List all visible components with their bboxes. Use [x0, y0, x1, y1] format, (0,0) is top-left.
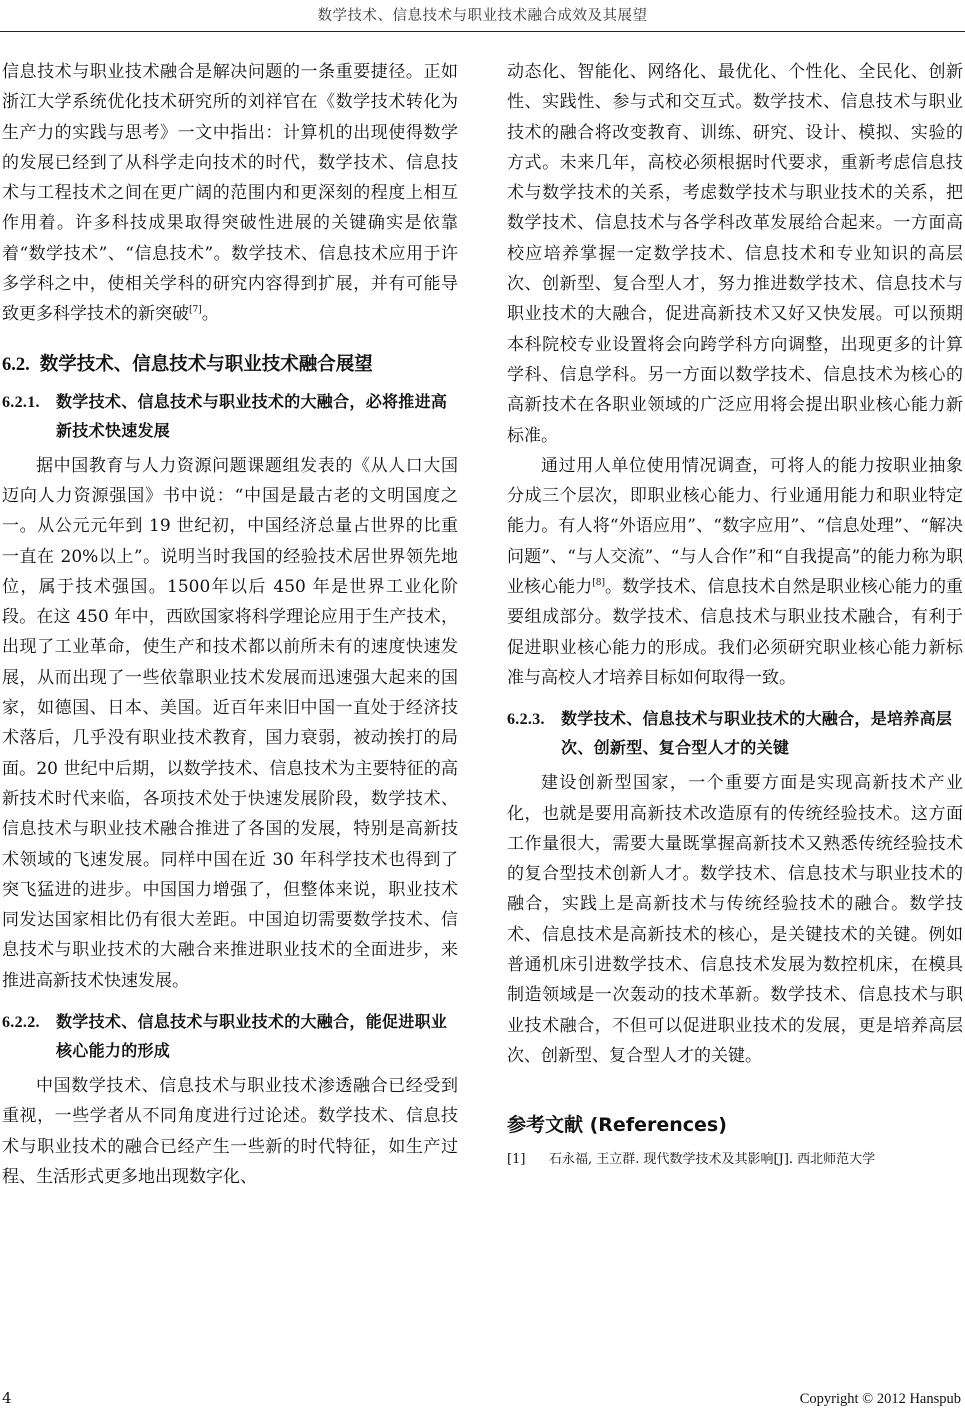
subsection-title: 数学技术、信息技术与职业技术的大融合，是培养高层次、创新型、复合型人才的关键 [561, 709, 953, 758]
subsection-heading [2, 388, 458, 445]
subsection-title: 数学技术、信息技术与职业技术的大融合，必将推进高新技术快速发展 [56, 391, 448, 440]
running-head: 数学技术、信息技术与职业技术融合成效及其展望 [317, 8, 648, 24]
section-heading [2, 352, 458, 378]
copyright-notice: Copyright © 2012 Hanspub [799, 1391, 961, 1407]
section-title: 数学技术、信息技术与职业技术融合展望 [39, 353, 373, 375]
paragraph [507, 451, 963, 693]
reference-number: [1] [507, 1152, 526, 1168]
paragraph [2, 57, 458, 330]
paragraph: 动态化、智能化、网络化、最优化、个性化、全民化、创新性、实践性、参与式和交互式。数学技术、信息技术与职业技术的融合将改变教育、训练、研究、设计、模拟、实验的方式。未来几年，高校必须根据时代要求，重新考虑信息技术与数学技术的关系，考虑数学技术与职业技术的关系，把数学技术、信息技术与各学科改革发展给合起来。一方面高校应培养掌握一定数学技术、信息技术和专业知识的高层次、创新型、复合型人才，努力推进数学技术、信息技术与职业技术的大融合，促进高新技术又好又快发展。可以预期本科院校专业设置将会向跨学科方向调整，出现更多的计算学科、信息学科。另一方面以数学技术、信息技术为核心的高新技术在各职业领域的广泛应用将会提出职业核心能力新标准。 [507, 62, 963, 446]
paragraph: 建设创新型国家，一个重要方面是实现高新技术产业化，也就是要用高新技术改造原有的传统经验技术。这方面工作量很大，需要大量既掌握高新技术又熟悉传统经验技术的复合型技术创新人才。数学技术、信息技术与职业技术的融合，实践上是高新技术与传统经验技术的融合。数学技术、信息技术是高新技术的核心，是关键技术的关键。例如普通机床引进数学技术、信息技术发展为数控机床，在模具制造领域是一次轰动的技术革新。数学技术、信息技术与职业技术融合，不但可以促进职业技术的发展，更是培养高层次、创新型、复合型人才的关键。 [507, 773, 963, 1066]
citation[interactable]: [7] [189, 305, 202, 316]
paragraph: 中国数学技术、信息技术与职业技术渗透融合已经受到重视，一些学者从不同角度进行过论述。数学技术、信息技术与职业技术的融合已经产生一些新的时代特征，如生产过程、生活形式更多地出现数字化、 [2, 1076, 458, 1187]
references-heading: 参考文献 (References) [507, 1114, 727, 1137]
right-column [507, 57, 963, 1171]
paragraph-text: 通过用人单位使用情况调查，可将人的能力按职业抽象分成三个层次，即职业核心能力、行业通用能力和职业特定能力。有人将“外语应用”、“数字应用”、“信息处理”、“解决问题”、“与人交流”、“与人合作”和“自我提高”的能力称为职业核心能力 [507, 455, 963, 598]
subsection-heading [2, 1008, 458, 1065]
subsection-number: 6.2.2. [2, 1014, 40, 1032]
paragraph-text: 。 [201, 304, 219, 325]
subsection-number: 6.2.1. [2, 393, 40, 411]
reference-item [507, 1149, 963, 1171]
header-rule [0, 31, 965, 32]
paragraph: 据中国教育与人力资源问题课题组发表的《从人口大国迈向人力资源强国》书中说：“中国是最古老的文明国度之一。从公元元年到 19 世纪初，中国经济总量占世界的比重一直在 20%以上”。说明当时我国的经验技术居世界领先地位，属于技术强国。1500年以后 450 年是世界工业化阶段。在这 450 年中，西欧国家将科学理论应用于生产技术，出现了工业革命，使生产和技术都以前所未有的速度快速发展，从而出现了一些依靠职业技术发展而迅速强大起来的国家，如德国、日本、美国。近百年来旧中国一直处于经济技术落后，几乎没有职业技术教育，国力衰弱，被动挨打的局面。20 世纪中后期，以数学技术、信息技术为主要特征的高新技术时代来临，各项技术处于快速发展阶段，数学技术、信息技术与职业技术融合推进了各国的发展，特别是高新技术领域的飞速发展。同样中国在近 30 年科学技术也得到了突飞猛进的进步。中国国力增强了，但整体来说，职业技术同发达国家相比仍有很大差距。中国迫切需要数学技术、信息技术与职业技术的大融合来推进职业技术的全面进步，来推进高新技术快速发展。 [2, 455, 458, 991]
left-column [2, 57, 458, 1192]
citation[interactable]: [8] [592, 578, 605, 589]
subsection-heading [507, 705, 963, 762]
paragraph-text: 信息技术与职业技术融合是解决问题的一条重要捷径。正如浙江大学系统优化技术研究所的刘祥官在《数学技术转化为生产力的实践与思考》一文中指出：计算机的出现使得数学的发展已经到了从科学走向技术的时代，数学技术、信息技术与工程技术之间在更广阔的范围内和更深刻的程度上相互作用着。许多科技成果取得突破性进展的关键确实是依靠着“数学技术”、“信息技术”。数学技术、信息技术应用于许多学科之中，使相关学科的研究内容得到扩展，并有可能导致更多科学技术的新突破 [2, 62, 458, 325]
page-number: 4 [2, 1389, 12, 1407]
reference-text: 石永福, 王立群. 现代数学技术及其影响[J]. 西北师范大学 [549, 1152, 876, 1168]
paragraph-text: 。数学技术、信息技术自然是职业核心能力的重要组成部分。数学技术、信息技术与职业技术融合，有利于促进职业核心能力的形成。我们必须研究职业核心能力新标准与高校人才培养目标如何取得一致。 [507, 577, 964, 688]
subsection-number: 6.2.3. [507, 711, 545, 729]
section-number: 6.2. [2, 354, 30, 375]
subsection-title: 数学技术、信息技术与职业技术的大融合，能促进职业核心能力的形成 [56, 1012, 448, 1061]
